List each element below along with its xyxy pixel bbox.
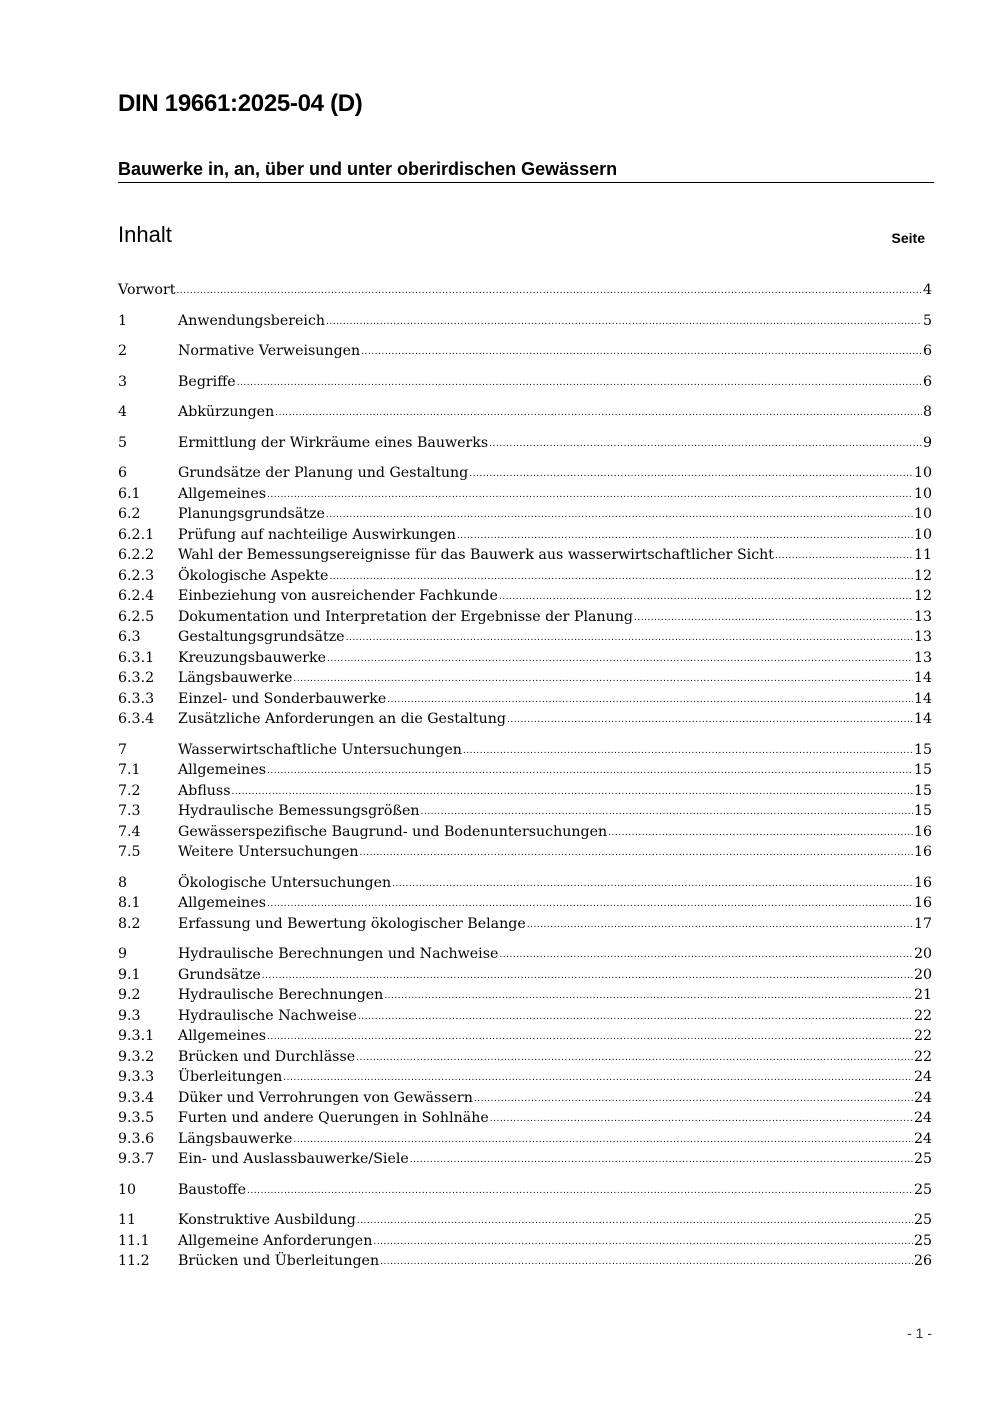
toc-entry-body: [178, 914, 932, 937]
toc-entry[interactable]: [118, 873, 932, 894]
toc-entry-number: 6.2: [118, 506, 141, 522]
toc-entry[interactable]: [118, 341, 932, 362]
toc-entry-body: [178, 433, 932, 456]
toc-entry-page: 12: [913, 567, 932, 584]
toc-entry-page: 25: [913, 1212, 932, 1228]
toc-entry[interactable]: [118, 965, 932, 986]
toc-entry-body: [178, 1231, 932, 1254]
toc-entry-page: 16: [913, 895, 932, 911]
toc-entry-title: Gewässerspezifische Baugrund- und Bodenuntersuchungen: [178, 823, 608, 840]
toc-entry-page: 15: [913, 803, 932, 819]
toc-entry-body: [178, 463, 932, 486]
toc-entry-title: Ermittlung der Wirkräume eines Bauwerks: [178, 434, 489, 451]
toc-leader-dots: [267, 1027, 913, 1048]
toc-leader-dots: [499, 587, 913, 608]
toc-leader-dots: [267, 894, 913, 915]
toc-entry-page: 11: [913, 547, 932, 563]
toc-entry-number: 3: [118, 373, 128, 390]
toc-leader-dots: [392, 874, 913, 895]
toc-entry-title: Planungsgrundsätze: [178, 506, 325, 522]
toc-entry[interactable]: [118, 1180, 932, 1201]
toc-entry-body: [178, 1006, 932, 1029]
toc-leader-dots: [283, 1068, 913, 1089]
toc-entry-page: 10: [913, 465, 932, 481]
toc-entry-page: 24: [913, 1069, 932, 1085]
toc-entry-page: 13: [913, 608, 932, 625]
toc-entry-number: 6.2.4: [118, 588, 155, 604]
toc-entry-number: 9.3.1: [118, 1028, 155, 1044]
toc-entry-page: 25: [913, 1232, 932, 1249]
toc-entry-number: 9.3.7: [118, 1151, 155, 1167]
toc-leader-dots: [474, 1089, 913, 1110]
toc-entry-body: [178, 740, 932, 763]
toc-leader-dots: [357, 1211, 913, 1232]
toc-entry-number: 6.3.4: [118, 711, 155, 727]
toc-entry-body: [178, 1026, 932, 1049]
toc-entry-page: 24: [913, 1130, 932, 1147]
toc-entry-page: 15: [913, 741, 932, 758]
toc-entry-title: Einzel- und Sonderbauwerke: [178, 690, 387, 707]
toc-entry-body: [178, 689, 932, 712]
toc-leader-dots: [267, 761, 913, 782]
toc-entry-number: 6.3: [118, 629, 141, 645]
toc-page-column-label: Seite: [891, 230, 925, 246]
toc-entry-body: [178, 1210, 932, 1233]
toc-leader-dots: [326, 505, 913, 526]
toc-entry-body: [178, 965, 932, 988]
toc-leader-dots: [262, 966, 913, 987]
toc-entry-number: 6.2.3: [118, 567, 155, 584]
toc-entry-title: Konstruktive Ausbildung: [178, 1212, 356, 1228]
toc-entry-title: Allgemeine Anforderungen: [178, 1232, 373, 1249]
toc-entry[interactable]: [118, 801, 932, 822]
toc-entry-title: Brücken und Überleitungen: [178, 1253, 380, 1269]
toc-entry[interactable]: [118, 627, 932, 648]
toc-leader-dots: [361, 342, 922, 363]
toc-entry-page: 10: [913, 506, 932, 522]
toc-entry-title: Anwendungsbereich: [178, 312, 326, 329]
toc-entry-page: 22: [913, 1007, 932, 1024]
toc-entry[interactable]: [118, 944, 932, 965]
toc-entry[interactable]: [118, 740, 932, 761]
toc-leader-dots: [275, 403, 922, 424]
toc-entry-page: 6: [922, 373, 932, 390]
toc-entry[interactable]: [118, 648, 932, 669]
toc-leader-dots: [237, 373, 922, 394]
toc-entry-page: 5: [922, 312, 932, 329]
toc-entry-title: Abkürzungen: [178, 404, 275, 420]
toc-leader-dots: [634, 608, 913, 629]
toc-entry-body: [118, 280, 932, 303]
toc-entry-number: 7.5: [118, 844, 141, 860]
toc-entry[interactable]: [118, 1129, 932, 1150]
toc-entry-body: [178, 1088, 932, 1111]
toc-entry-body: [178, 668, 932, 691]
toc-entry-body: [178, 1180, 932, 1203]
toc-entry[interactable]: [118, 1047, 932, 1068]
toc-entry-body: [178, 341, 932, 364]
toc-entry-body: [178, 627, 932, 650]
toc-entry-title: Brücken und Durchlässe: [178, 1048, 356, 1065]
toc-entry-body: [178, 781, 932, 804]
toc-entry-title: Grundsätze: [178, 966, 261, 983]
toc-entry[interactable]: [118, 402, 932, 423]
toc-entry-number: 8.2: [118, 915, 141, 932]
toc-entry-number: 6: [118, 465, 128, 481]
toc-entry-page: 10: [913, 526, 932, 543]
toc-leader-dots: [420, 802, 912, 823]
toc-leader-dots: [176, 281, 922, 302]
toc-entry[interactable]: [118, 311, 932, 332]
toc-entry-title: Grundsätze der Planung und Gestaltung: [178, 465, 469, 481]
toc-entry-number: 11: [118, 1212, 137, 1228]
toc-entry-number: 6.3.2: [118, 670, 155, 686]
toc-leader-dots: [527, 915, 913, 936]
toc-entry-title: Wahl der Bemessungsereignisse für das Bauwerk aus wasserwirtschaftlicher Sicht: [178, 547, 774, 563]
toc-entry-title: Längsbauwerke: [178, 1130, 293, 1147]
toc-entry-title: Vorwort: [118, 282, 176, 298]
toc-entry-body: [178, 586, 932, 609]
toc-entry-number: 9.1: [118, 966, 141, 983]
toc-entry-title: Ökologische Aspekte: [178, 567, 329, 584]
toc-leader-dots: [346, 628, 913, 649]
toc-entry[interactable]: [118, 842, 932, 863]
toc-entry-body: [178, 709, 932, 732]
toc-leader-dots: [373, 1232, 913, 1253]
toc-entry[interactable]: [118, 689, 932, 710]
toc-entry-number: 8.1: [118, 895, 141, 911]
toc-leader-dots: [329, 567, 913, 588]
toc-entry[interactable]: [118, 504, 932, 525]
toc-entry-title: Begriffe: [178, 373, 236, 390]
toc-entry-title: Furten und andere Querungen in Sohlnähe: [178, 1110, 489, 1126]
toc-entry-title: Hydraulische Bemessungsgrößen: [178, 803, 420, 819]
toc-entry-body: [178, 484, 932, 507]
toc-leader-dots: [387, 690, 913, 711]
toc-entry-body: [178, 566, 932, 589]
toc-entry-title: Prüfung auf nachteilige Auswirkungen: [178, 526, 456, 543]
toc-entry[interactable]: [118, 1006, 932, 1027]
toc-entry-page: 13: [913, 649, 932, 666]
toc-entry-number: 11.2: [118, 1253, 150, 1269]
toc-entry-title: Normative Verweisungen: [178, 343, 361, 359]
toc-entry-number: 9.2: [118, 987, 141, 1003]
toc-entry-body: [178, 648, 932, 671]
toc-entry-body: [178, 985, 932, 1008]
toc-entry-number: 9.3.6: [118, 1130, 155, 1147]
toc-entry-number: 9: [118, 946, 128, 962]
toc-entry-body: [178, 944, 932, 967]
toc-leader-dots: [293, 669, 913, 690]
toc-leader-dots: [608, 823, 913, 844]
toc-entry-body: [178, 801, 932, 824]
toc-leader-dots: [489, 434, 922, 455]
toc-entry-page: 14: [913, 711, 932, 727]
toc-entry[interactable]: [118, 1251, 932, 1272]
toc-entry-number: 6.2.1: [118, 526, 155, 543]
toc-leader-dots: [457, 526, 913, 547]
toc-leader-dots: [775, 546, 913, 567]
toc-entry-page: 10: [913, 485, 932, 502]
toc-entry-page: 22: [913, 1048, 932, 1065]
toc-entry[interactable]: [118, 586, 932, 607]
toc-leader-dots: [360, 843, 913, 864]
toc-entry-title: Baustoffe: [178, 1181, 247, 1198]
toc-entry[interactable]: [118, 484, 932, 505]
toc-entry[interactable]: [118, 1210, 932, 1231]
toc-entry-title: Wasserwirtschaftliche Untersuchungen: [178, 741, 462, 758]
toc-leader-dots: [327, 649, 913, 670]
toc-entry-number: 4: [118, 404, 128, 420]
toc-entry[interactable]: [118, 1026, 932, 1047]
toc-entry[interactable]: [118, 781, 932, 802]
toc-entry-page: 4: [922, 282, 932, 298]
toc-leader-dots: [247, 1181, 913, 1202]
toc-entry-number: 10: [118, 1181, 137, 1198]
toc-entry-title: Hydraulische Berechnungen und Nachweise: [178, 946, 499, 962]
toc-entry-title: Einbeziehung von ausreichender Fachkunde: [178, 588, 498, 604]
toc-entry-number: 6.1: [118, 485, 141, 502]
toc-entry-title: Zusätzliche Anforderungen an die Gestaltung: [178, 711, 506, 727]
toc-entry-body: [178, 311, 932, 334]
toc-entry-body: [178, 504, 932, 527]
page-number: - 1 -: [907, 1325, 932, 1341]
toc-entry-title: Hydraulische Berechnungen: [178, 987, 384, 1003]
toc-entry-page: 6: [922, 343, 932, 359]
toc-entry-number: 7.2: [118, 782, 141, 799]
toc-entry-title: Allgemeines: [178, 895, 266, 911]
toc-entry-page: 14: [913, 690, 932, 707]
toc-entry-number: 6.2.5: [118, 608, 155, 625]
toc-entry-title: Erfassung und Bewertung ökologischer Belange: [178, 915, 526, 932]
toc-entry-page: 22: [913, 1028, 932, 1044]
toc-entry[interactable]: [118, 433, 932, 454]
toc-leader-dots: [384, 986, 913, 1007]
toc-entry-page: 16: [913, 823, 932, 840]
toc-entry[interactable]: [118, 545, 932, 566]
toc-entry-page: 25: [913, 1151, 932, 1167]
toc-entry[interactable]: [118, 709, 932, 730]
toc-entry[interactable]: [118, 1088, 932, 1109]
toc-entry-title: Allgemeines: [178, 762, 266, 778]
toc-entry-body: [178, 1108, 932, 1131]
toc-entry[interactable]: [118, 668, 932, 689]
toc-entry-number: 6.3.1: [118, 649, 155, 666]
toc-entry-title: Ökologische Untersuchungen: [178, 874, 392, 891]
toc-leader-dots: [499, 945, 913, 966]
toc-entry-body: [178, 1067, 932, 1090]
toc-entry-title: Ein- und Auslassbauwerke/Siele: [178, 1151, 409, 1167]
toc-entry-number: 7.4: [118, 823, 141, 840]
toc-entry-body: [178, 545, 932, 568]
toc-entry[interactable]: [118, 822, 932, 843]
toc-entry-number: 9.3.2: [118, 1048, 155, 1065]
toc-entry-page: 8: [922, 404, 932, 420]
toc-entry-body: [178, 893, 932, 916]
toc-entry-page: 12: [913, 588, 932, 604]
toc-entry-page: 24: [913, 1089, 932, 1106]
toc-leader-dots: [490, 1109, 913, 1130]
toc-leader-dots: [507, 710, 913, 731]
toc-entry-number: 1: [118, 312, 128, 329]
toc-leader-dots: [358, 1007, 913, 1028]
toc-entry-body: [178, 607, 932, 630]
toc-entry[interactable]: [118, 985, 932, 1006]
toc-entry[interactable]: [118, 1108, 932, 1129]
toc-entry-body: [178, 760, 932, 783]
toc-heading: Inhalt: [118, 222, 172, 247]
toc-entry-number: 5: [118, 434, 128, 451]
toc-entry-page: 13: [913, 629, 932, 645]
toc-entry-page: 16: [913, 874, 932, 891]
toc-entry[interactable]: [118, 1067, 932, 1088]
toc-leader-dots: [410, 1150, 913, 1171]
toc-leader-dots: [463, 741, 913, 762]
toc-leader-dots: [267, 485, 913, 506]
toc-entry-number: 7: [118, 741, 128, 758]
toc-entry-page: 15: [913, 782, 932, 799]
toc-entry-title: Düker und Verrohrungen von Gewässern: [178, 1089, 473, 1106]
toc-entry[interactable]: [118, 607, 932, 628]
toc-entry-body: [178, 402, 932, 425]
toc-entry-number: 8: [118, 874, 128, 891]
toc-entry-body: [178, 1047, 932, 1070]
toc-entry-number: 9.3.3: [118, 1069, 155, 1085]
toc-entry-title: Allgemeines: [178, 1028, 266, 1044]
toc-entry-page: 25: [913, 1181, 932, 1198]
toc-entry-page: 26: [913, 1253, 932, 1269]
toc-entry-number: 2: [118, 343, 128, 359]
toc-leader-dots: [469, 464, 913, 485]
toc-leader-dots: [293, 1130, 913, 1151]
document-title: DIN 19661:2025-04 (D): [118, 90, 363, 117]
toc-entry-page: 20: [913, 966, 932, 983]
toc-entry-body: [178, 842, 932, 865]
toc-entry[interactable]: [118, 566, 932, 587]
toc-entry-page: 21: [913, 987, 932, 1003]
toc-entry-number: 6.2.2: [118, 547, 155, 563]
toc-entry-number: 9.3: [118, 1007, 141, 1024]
toc-entry-number: 9.3.4: [118, 1089, 155, 1106]
toc-leader-dots: [232, 782, 913, 803]
toc-entry[interactable]: [118, 914, 932, 935]
toc-entry-title: Abfluss: [178, 782, 231, 799]
toc-entry-title: Weitere Untersuchungen: [178, 844, 359, 860]
table-of-contents: [118, 280, 932, 1272]
toc-entry[interactable]: [118, 525, 932, 546]
toc-entry-body: [178, 1251, 932, 1274]
toc-entry-number: 7.1: [118, 762, 141, 778]
toc-entry-page: 14: [913, 670, 932, 686]
toc-entry-title: Kreuzungsbauwerke: [178, 649, 327, 666]
toc-entry[interactable]: [118, 1149, 932, 1170]
toc-entry-page: 17: [913, 915, 932, 932]
toc-entry-page: 24: [913, 1110, 932, 1126]
toc-entry-body: [178, 873, 932, 896]
toc-entry[interactable]: [118, 760, 932, 781]
toc-entry-number: 11.1: [118, 1232, 150, 1249]
document-subtitle: Bauwerke in, an, über und unter oberirdischen Gewässern: [118, 158, 934, 183]
toc-entry-body: [178, 1129, 932, 1152]
toc-entry-number: 9.3.5: [118, 1110, 155, 1126]
toc-entry-page: 16: [913, 844, 932, 860]
toc-entry-page: 20: [913, 946, 932, 962]
toc-entry-title: Überleitungen: [178, 1069, 283, 1085]
toc-entry[interactable]: [118, 280, 932, 301]
toc-entry-page: 9: [922, 434, 932, 451]
toc-entry-number: 6.3.3: [118, 690, 155, 707]
toc-entry-title: Allgemeines: [178, 485, 266, 502]
toc-entry-title: Hydraulische Nachweise: [178, 1007, 357, 1024]
toc-entry-body: [178, 372, 932, 395]
toc-entry-title: Längsbauwerke: [178, 670, 293, 686]
toc-entry-body: [178, 1149, 932, 1172]
toc-entry-body: [178, 525, 932, 548]
toc-entry-number: 7.3: [118, 803, 141, 819]
toc-entry[interactable]: [118, 1231, 932, 1252]
toc-leader-dots: [326, 312, 922, 333]
toc-entry[interactable]: [118, 463, 932, 484]
toc-entry-title: Gestaltungsgrundsätze: [178, 629, 345, 645]
toc-entry-title: Dokumentation und Interpretation der Ergebnisse der Planung: [178, 608, 633, 625]
toc-leader-dots: [356, 1048, 913, 1069]
toc-entry[interactable]: [118, 372, 932, 393]
toc-entry-page: 15: [913, 762, 932, 778]
toc-entry-body: [178, 822, 932, 845]
toc-leader-dots: [380, 1252, 913, 1273]
toc-entry[interactable]: [118, 893, 932, 914]
